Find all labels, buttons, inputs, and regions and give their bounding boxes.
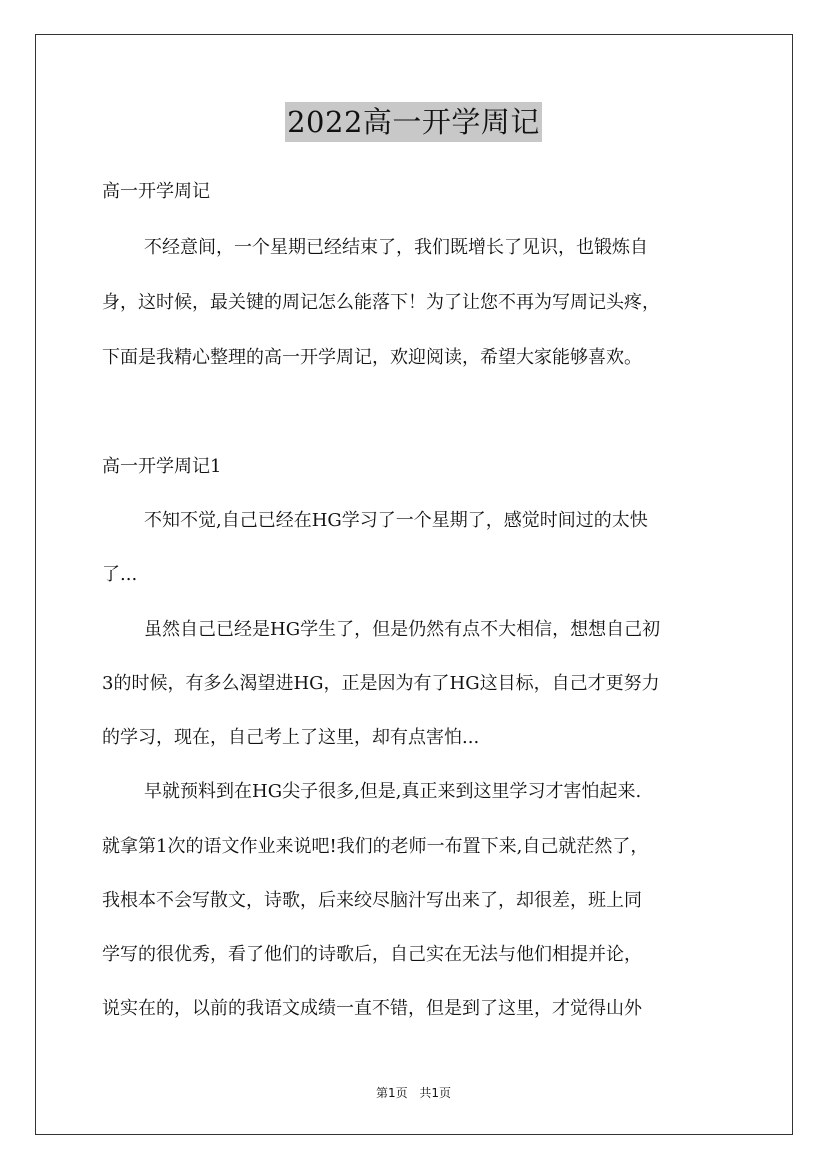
body-line-8: 我根本不会写散文，诗歌，后来绞尽脑汁写出来了，却很差，班上同 [102, 890, 642, 911]
intro-line-2: 身，这时候，最关键的周记怎么能落下！为了让您不再为写周记头疼， [102, 292, 660, 313]
body-line-9: 学写的很优秀，看了他们的诗歌后，自己实在无法与他们相提并论， [102, 944, 642, 965]
body-line-2: 了... [102, 564, 138, 585]
document-title: 2022高一开学周记 [285, 102, 542, 142]
page-number: 第1页 [375, 1086, 408, 1100]
body-line-4: 3的时候，有多么渴望进HG，正是因为有了HG这目标，自己才更努力 [102, 673, 660, 694]
total-pages: 共1页 [419, 1086, 452, 1100]
body-line-3: 虽然自己已经是HG学生了，但是仍然有点不大相信，想想自己初 [144, 619, 661, 640]
title-container [0, 102, 827, 142]
body-line-7: 就拿第1次的语文作业来说吧!我们的老师一布置下来,自己就茫然了， [102, 836, 649, 857]
intro-line-1: 不经意间，一个星期已经结束了，我们既增长了见识，也锻炼自 [144, 237, 648, 258]
section-heading: 高一开学周记 [102, 181, 210, 202]
body-line-1: 不知不觉,自己已经在HG学习了一个星期了，感觉时间过的太快 [144, 510, 648, 531]
intro-line-3: 下面是我精心整理的高一开学周记，欢迎阅读，希望大家能够喜欢。 [102, 347, 642, 368]
body-line-5: 的学习，现在，自己考上了这里，却有点害怕... [102, 727, 480, 748]
body-line-10: 说实在的，以前的我语文成绩一直不错，但是到了这里，才觉得山外 [102, 998, 642, 1019]
page-footer [0, 1084, 827, 1101]
body-line-6: 早就预料到在HG尖子很多,但是,真正来到这里学习才害怕起来. [144, 781, 642, 802]
entry-heading: 高一开学周记1 [102, 456, 222, 477]
